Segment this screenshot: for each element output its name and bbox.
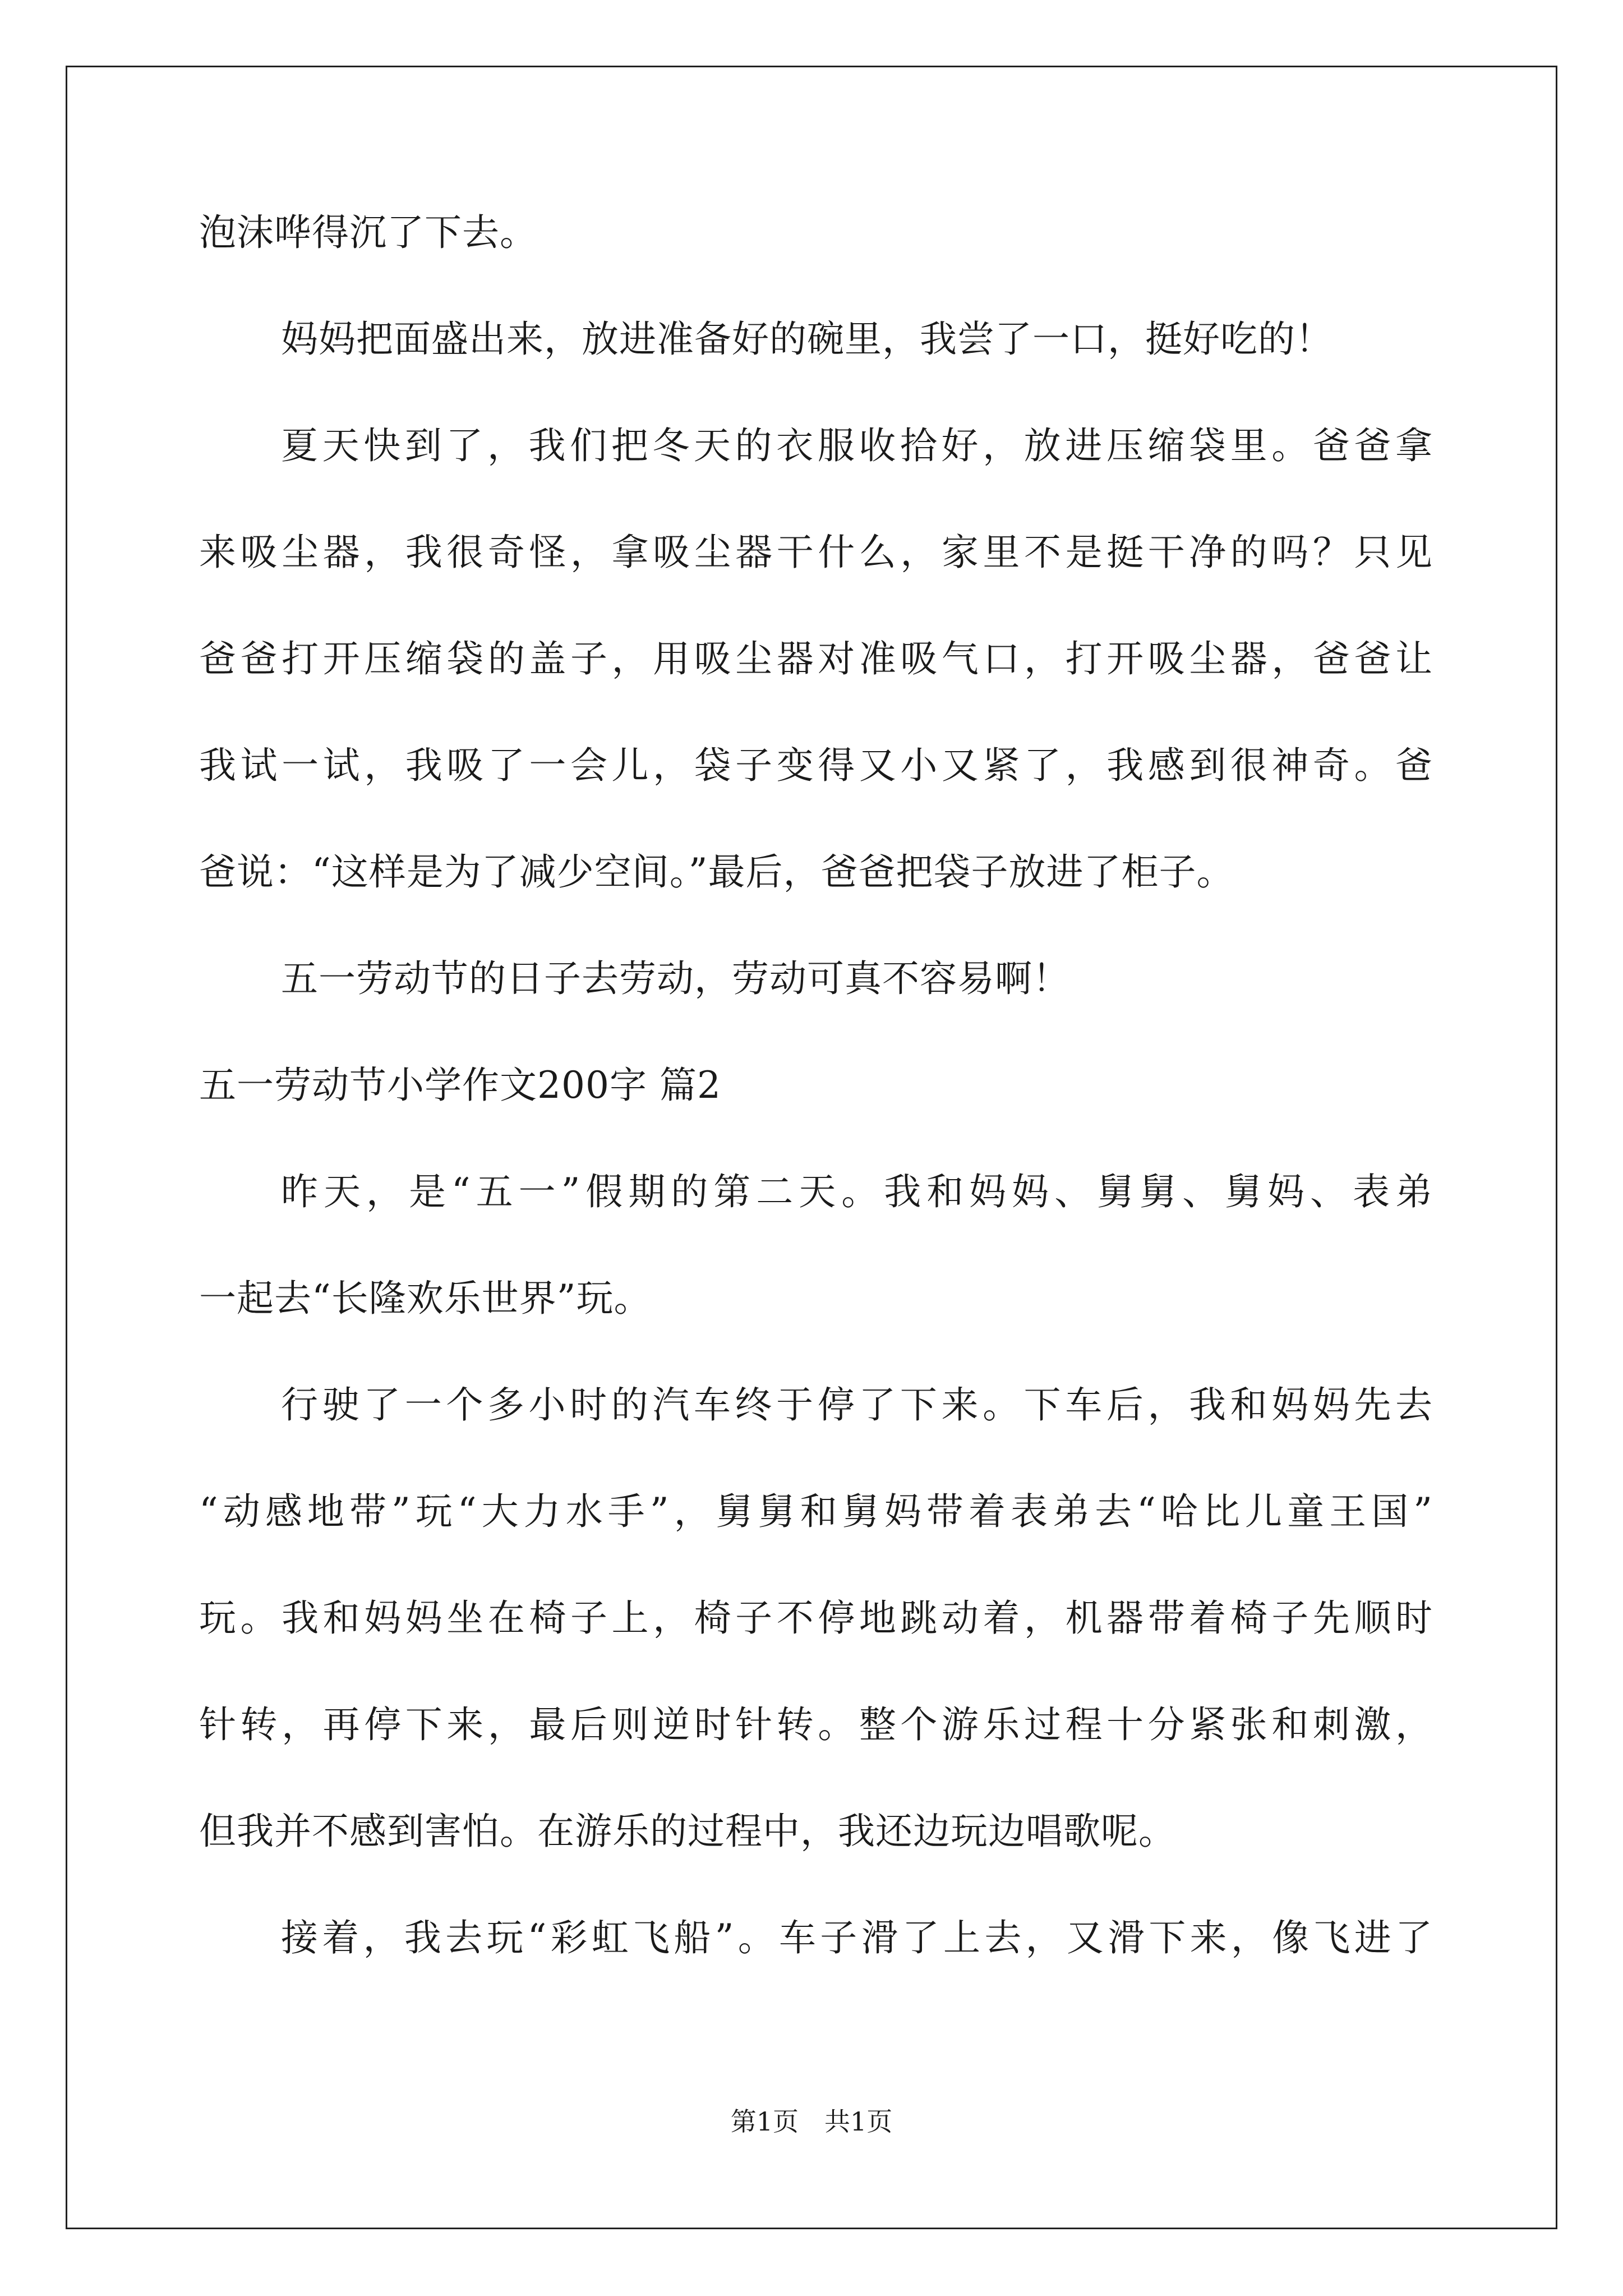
text-line: 爸爸打开压缩袋的盖子，用吸尘器对准吸气口，打开吸尘器，爸爸让: [199, 637, 1433, 680]
text-line: 来吸尘器，我很奇怪，拿吸尘器干什么，家里不是挺干净的吗？只见: [199, 531, 1433, 574]
text-line: 针转，再停下来，最后则逆时针转。整个游乐过程十分紧张和刺激，: [199, 1703, 1433, 1746]
text-line: 玩。我和妈妈坐在椅子上，椅子不停地跳动着，机器带着椅子先顺时: [199, 1596, 1433, 1640]
text-line: 爸说：“这样是为了减少空间。”最后，爸爸把袋子放进了柜子。: [199, 850, 1234, 894]
text-line: “动感地带”玩“大力水手”，舅舅和舅妈带着表弟去“哈比儿童王国”: [199, 1490, 1433, 1533]
text-line: 一起去“长隆欢乐世界”玩。: [199, 1277, 652, 1320]
paragraph-first-line: 夏天快到了，我们把冬天的衣服收拾好，放进压缩袋里。爸爸拿: [281, 424, 1433, 467]
paragraph-first-line: 接着，我去玩“彩虹飞船”。车子滑了上去，又滑下来，像飞进了: [281, 1916, 1433, 1959]
text-line: 我试一试，我吸了一会儿，袋子变得又小又紧了，我感到很神奇。爸: [199, 744, 1433, 787]
text-line: 泡沫哗得沉了下去。: [199, 211, 537, 254]
paragraph-first-line: 五一劳动节的日子去劳动，劳动可真不容易啊！: [281, 957, 1070, 1000]
text-line: 但我并不感到害怕。在游乐的过程中，我还边玩边唱歌呢。: [199, 1810, 1176, 1853]
paragraph-first-line: 昨天，是“五一”假期的第二天。我和妈妈、舅舅、舅妈、表弟: [281, 1170, 1433, 1213]
page-border: [66, 66, 1557, 2229]
paragraph-first-line: 行驶了一个多小时的汽车终于停了下来。下车后，我和妈妈先去: [281, 1383, 1433, 1427]
page-number-footer: 第1页 共1页: [730, 2106, 893, 2137]
section-heading: 五一劳动节小学作文200字 篇2: [199, 1064, 721, 1107]
paragraph-first-line: 妈妈把面盛出来，放进准备好的碗里，我尝了一口，挺好吃的！: [281, 318, 1333, 361]
